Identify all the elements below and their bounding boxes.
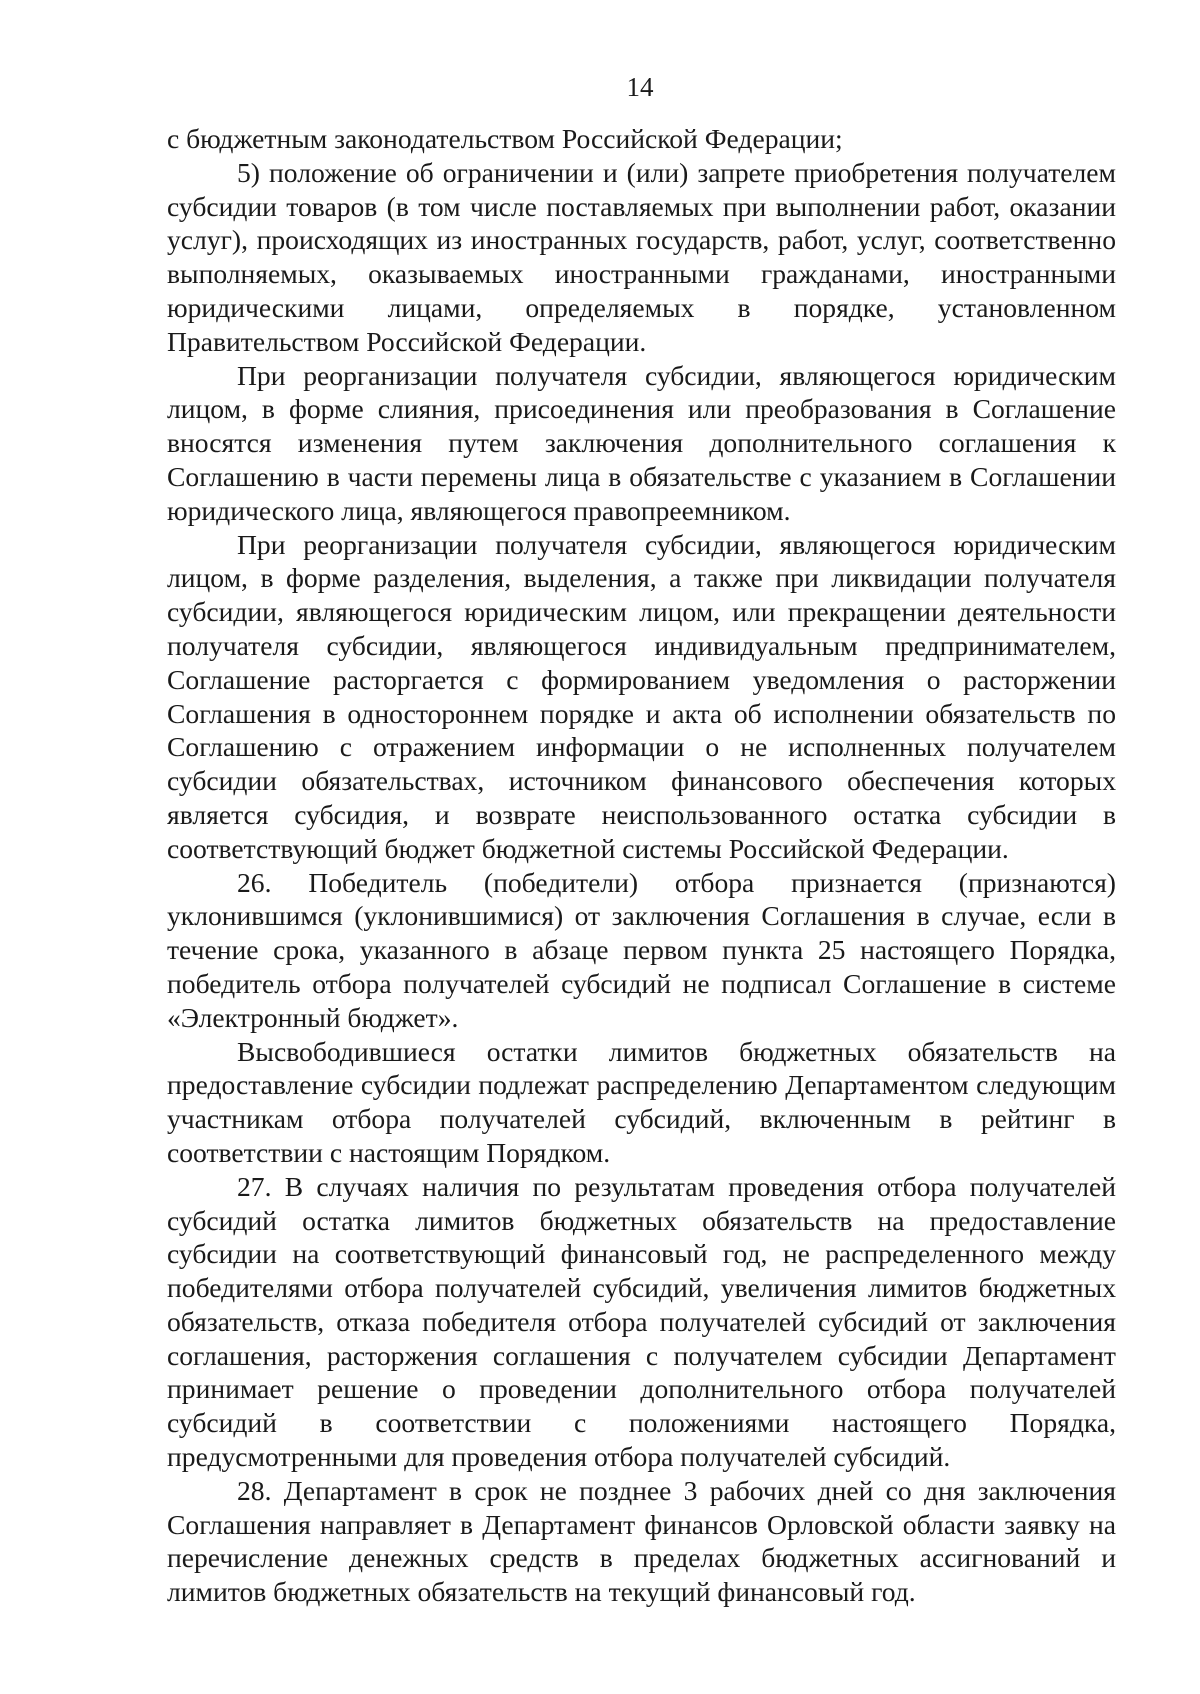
paragraph-clause-27: 27. В случаях наличия по результатам проведения отбора получателей субсидий остатка лимитов бюджетных обязательств на предоставление субсидии на соответствующий финансовый год, не распределенного между победителями отбора получателей субсидий, увеличения лимитов бюджетных обязательств, отказа победителя отбора получателей субсидий от заключения соглашения, расторжения соглашения с получателем субсидии Департамент принимает решение о проведении дополнительного отбора получателей субсидий в соответствии с положениями настоящего Порядка, предусмотренными для проведения отбора получателей субсидий. bbox=[167, 1170, 1116, 1473]
paragraph-reorganization-division: При реорганизации получателя субсидии, являющегося юридическим лицом, в форме разделения, выделения, а также при ликвидации получателя субсидии, являющегося юридическим лицом, или прекращении деятельности получателя субсидии, являющегося индивидуальным предпринимателем, Соглашение расторгается с формированием уведомления о расторжении Соглашения в одностороннем порядке и акта об исполнении обязательств по Соглашению с отражением информации о не исполненных получателем субсидии обязательствах, источником финансового обеспечения которых является субсидия, и возврате неиспользованного остатка субсидии в соответствующий бюджет бюджетной системы Российской Федерации. bbox=[167, 528, 1116, 864]
page-number: 14 bbox=[626, 72, 654, 102]
paragraph-item-5: 5) положение об ограничении и (или) запрете приобретения получателем субсидии товаров (в том числе поставляемых при выполнении работ, оказании услуг), происходящих из иностранных государств, работ, услуг, соответственно выполняемых, оказываемых иностранными гражданами, иностранными юридическими лицами, определяемых в порядке, установленном Правительством Российской Федерации. bbox=[167, 156, 1116, 357]
paragraph-clause-28: 28. Департамент в срок не позднее 3 рабочих дней со дня заключения Соглашения направляет в Департамент финансов Орловской области заявку на перечисление денежных средств в пределах бюджетных ассигнований и лимитов бюджетных обязательств на текущий финансовый год. bbox=[167, 1474, 1116, 1608]
document-body bbox=[167, 122, 1116, 1609]
paragraph-reorganization-merger: При реорганизации получателя субсидии, являющегося юридическим лицом, в форме слияния, присоединения или преобразования в Соглашение вносятся изменения путем заключения дополнительного соглашения к Соглашению в части перемены лица в обязательстве с указанием в Соглашении юридического лица, являющегося правопреемником. bbox=[167, 359, 1116, 526]
paragraph-released-limits: Высвободившиеся остатки лимитов бюджетных обязательств на предоставление субсидии подлежат распределению Департаментом следующим участникам отбора получателей субсидий, включенным в рейтинг в соответствии с настоящим Порядком. bbox=[167, 1035, 1116, 1168]
paragraph-clause-26: 26. Победитель (победители) отбора признается (признаются) уклонившимся (уклонившимися) от заключения Соглашения в случае, если в течение срока, указанного в абзаце первом пункта 25 настоящего Порядка, победитель отбора получателей субсидий не подписал Соглашение в системе «Электронный бюджет». bbox=[167, 866, 1116, 1033]
paragraph-continuation: с бюджетным законодательством Российской Федерации; bbox=[167, 123, 843, 154]
